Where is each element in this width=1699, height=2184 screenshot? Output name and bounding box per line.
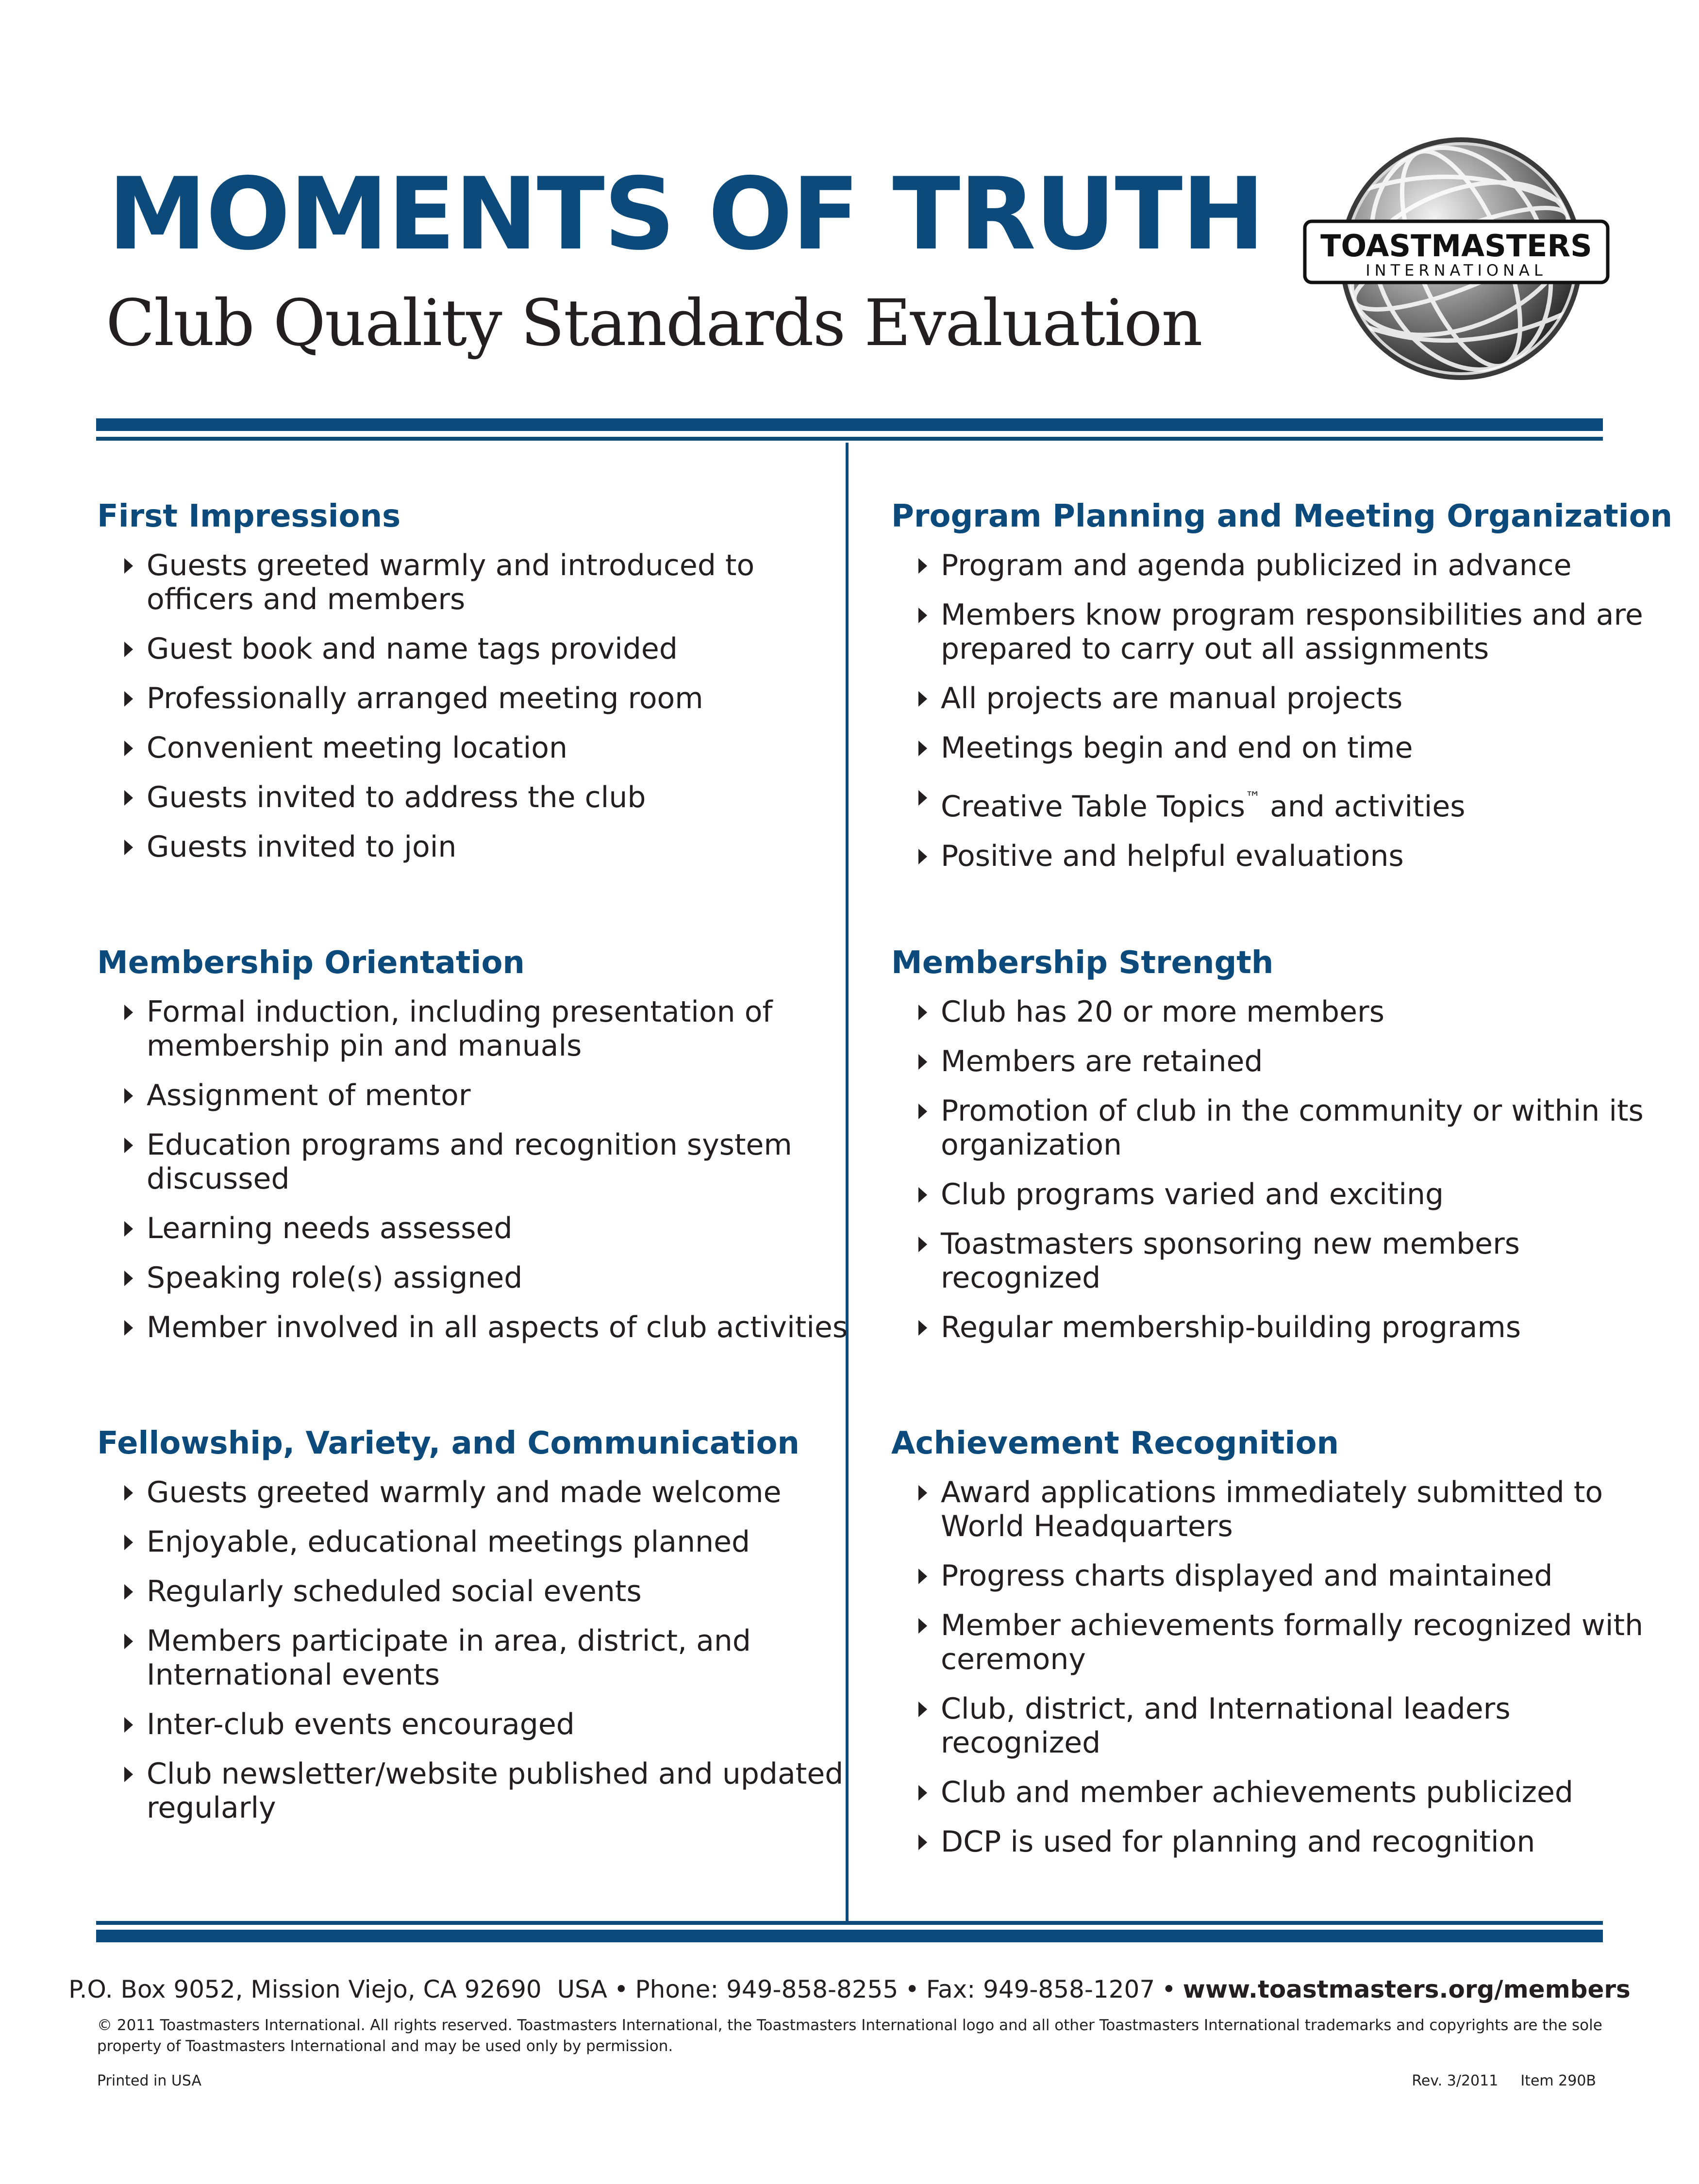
- list-item: [891, 1310, 1649, 1344]
- trademark-mark: ™: [1245, 788, 1261, 807]
- section-fellowship: [97, 1424, 854, 1840]
- caret-right-icon: [918, 1237, 927, 1252]
- caret-right-icon: [918, 1785, 927, 1801]
- caret-right-icon: [124, 741, 133, 756]
- copyright-notice: © 2011 Toastmasters International. All rights reserved. Toastmasters International, the Toastmasters International logo and all other Toastmasters International trademarks and copyrights are the sole property of Toastmasters International and may be used only by permission.: [97, 2017, 1602, 2055]
- list-item-text: Program and agenda publicized in advance: [941, 548, 1572, 582]
- caret-right-icon: [124, 1320, 133, 1336]
- list-item: [891, 1775, 1649, 1809]
- list-item: [891, 995, 1649, 1029]
- list-item: [97, 1078, 854, 1112]
- section-program-planning: [891, 497, 1673, 889]
- list-item: [891, 1475, 1649, 1543]
- list-item-text: Progress charts displayed and maintained: [941, 1559, 1553, 1593]
- item-list: [97, 1475, 854, 1825]
- caret-right-icon: [124, 1634, 133, 1649]
- list-item: [891, 1692, 1649, 1760]
- list-item: [891, 1177, 1649, 1211]
- list-item: [891, 1559, 1649, 1593]
- bottom-rule-thin: [96, 1921, 1603, 1925]
- list-item-text: Members are retained: [941, 1044, 1263, 1078]
- caret-right-icon: [918, 741, 927, 756]
- list-item: [891, 1825, 1649, 1859]
- list-item: [891, 1227, 1649, 1295]
- footer-separator: •: [905, 1975, 919, 2003]
- caret-right-icon: [918, 1054, 927, 1070]
- list-item-text: Guests invited to address the club: [147, 780, 646, 814]
- list-item-text: Members know program responsibilities and are prepared to carry out all assignments: [941, 598, 1643, 666]
- list-item-text: Meetings begin and end on time: [941, 731, 1413, 765]
- caret-right-icon: [918, 608, 927, 623]
- list-item: [97, 548, 854, 616]
- list-item-text: Club, district, and International leaders recognized: [941, 1692, 1511, 1760]
- caret-right-icon: [124, 840, 133, 855]
- caret-right-icon: [918, 1187, 927, 1203]
- section-achievement: [891, 1424, 1649, 1874]
- caret-right-icon: [918, 1485, 927, 1501]
- footer-address: P.O. Box 9052, Mission Viejo, CA 92690 USA: [68, 1975, 607, 2003]
- list-item: [97, 1624, 854, 1692]
- list-item: [97, 1261, 854, 1295]
- list-item: [97, 1310, 854, 1344]
- list-item: [97, 1574, 854, 1608]
- caret-right-icon: [918, 1835, 927, 1850]
- item-list: [97, 995, 854, 1344]
- caret-right-icon: [124, 1088, 133, 1104]
- list-item: [97, 830, 854, 864]
- caret-right-icon: [918, 1320, 927, 1336]
- caret-right-icon: [124, 1485, 133, 1501]
- revision-date: Rev. 3/2011: [1412, 2072, 1499, 2089]
- list-item-text: Club has 20 or more members: [941, 995, 1384, 1029]
- list-item-text: Club newsletter/website published and updated regularly: [147, 1757, 844, 1825]
- list-item: [97, 1475, 854, 1509]
- caret-right-icon: [124, 1221, 133, 1237]
- item-number: Item 290B: [1520, 2072, 1596, 2089]
- top-rule-thick: [96, 418, 1603, 431]
- list-item: [97, 1525, 854, 1559]
- list-item-text: Guests invited to join: [147, 830, 457, 864]
- list-item: [97, 780, 854, 814]
- caret-right-icon: [918, 691, 927, 707]
- caret-right-icon: [124, 1584, 133, 1600]
- list-item-text: Professionally arranged meeting room: [147, 681, 703, 715]
- list-item: [891, 1044, 1649, 1078]
- caret-right-icon: [124, 558, 133, 574]
- list-item-text: DCP is used for planning and recognition: [941, 1825, 1535, 1859]
- list-item-text: Award applications immediately submitted to World Headquarters: [941, 1475, 1603, 1543]
- list-item: [891, 839, 1649, 873]
- revision-info: [1412, 2072, 1596, 2089]
- list-item-text-suffix: and activities: [1261, 790, 1466, 824]
- footer-separator: •: [1162, 1975, 1176, 2003]
- list-item: [891, 681, 1649, 715]
- item-list: [891, 548, 1649, 873]
- list-item-text: Education programs and recognition system discussed: [147, 1128, 792, 1196]
- section-heading: Membership Strength: [891, 945, 1274, 981]
- list-item: [891, 780, 1649, 824]
- list-item-text: Regular membership-building programs: [941, 1310, 1521, 1344]
- list-item-text: All projects are manual projects: [941, 681, 1403, 715]
- footer-fax: Fax: 949-858-1207: [926, 1975, 1155, 2003]
- page-title: MOMENTS OF TRUTH: [108, 157, 1264, 272]
- footer-contact: [0, 1977, 1699, 2002]
- logo-wordmark: TOASTMASTERS: [1320, 228, 1592, 264]
- caret-right-icon: [918, 1618, 927, 1634]
- footer-website-link[interactable]: www.toastmasters.org/members: [1183, 1975, 1631, 2003]
- list-item: [97, 731, 854, 765]
- caret-right-icon: [124, 1717, 133, 1733]
- caret-right-icon: [918, 1569, 927, 1584]
- list-item-text: Formal induction, including presentation of membership pin and manuals: [147, 995, 773, 1063]
- list-item-text: Guest book and name tags provided: [147, 632, 678, 666]
- list-item-text: Positive and helpful evaluations: [941, 839, 1404, 873]
- list-item-text: Convenient meeting location: [147, 731, 568, 765]
- item-list: [891, 995, 1649, 1344]
- caret-right-icon: [124, 1005, 133, 1020]
- section-heading: Program Planning and Meeting Organization: [891, 498, 1673, 534]
- list-item: [97, 995, 854, 1063]
- list-item-text: Speaking role(s) assigned: [147, 1261, 523, 1295]
- list-item-text: Creative Table Topics: [941, 790, 1246, 824]
- list-item-text: Club programs varied and exciting: [941, 1177, 1444, 1211]
- list-item: [891, 548, 1649, 582]
- item-list: [97, 548, 854, 864]
- page-subtitle: Club Quality Standards Evaluation: [106, 286, 1202, 361]
- item-list: [891, 1475, 1649, 1859]
- logo-subtext: INTERNATIONAL: [1366, 261, 1547, 280]
- caret-right-icon: [124, 642, 133, 657]
- list-item-text: Members participate in area, district, and International events: [147, 1624, 751, 1692]
- bottom-rule-thick: [96, 1930, 1603, 1942]
- list-item: [97, 681, 854, 715]
- caret-right-icon: [124, 691, 133, 707]
- list-item-text: Promotion of club in the community or within its organization: [941, 1094, 1644, 1162]
- caret-right-icon: [918, 558, 927, 574]
- list-item-text: Guests greeted warmly and introduced to officers and members: [147, 548, 755, 616]
- caret-right-icon: [918, 790, 927, 806]
- list-item-text: Enjoyable, educational meetings planned: [147, 1525, 750, 1559]
- list-item-text: Toastmasters sponsoring new members recognized: [941, 1227, 1520, 1295]
- footer-phone: Phone: 949-858-8255: [635, 1975, 899, 2003]
- list-item: [97, 1211, 854, 1245]
- list-item-text: Assignment of mentor: [147, 1078, 471, 1112]
- section-membership-strength: [891, 943, 1649, 1360]
- toastmasters-logo: [1301, 135, 1612, 382]
- list-item: [891, 598, 1649, 666]
- footer-separator: •: [614, 1975, 629, 2003]
- caret-right-icon: [918, 849, 927, 864]
- list-item-text: Inter-club events encouraged: [147, 1707, 575, 1741]
- section-heading: First Impressions: [97, 498, 401, 534]
- list-item: [97, 1757, 854, 1825]
- list-item-text: Guests greeted warmly and made welcome: [147, 1475, 782, 1509]
- section-heading: Fellowship, Variety, and Communication: [97, 1425, 800, 1461]
- caret-right-icon: [124, 1535, 133, 1550]
- list-item-text: Member involved in all aspects of club activities: [147, 1310, 848, 1344]
- section-first-impressions: [97, 497, 854, 879]
- list-item: [891, 1094, 1649, 1162]
- list-item-text: Learning needs assessed: [147, 1211, 513, 1245]
- caret-right-icon: [124, 790, 133, 806]
- caret-right-icon: [124, 1138, 133, 1153]
- list-item-text: Club and member achievements publicized: [941, 1775, 1573, 1809]
- caret-right-icon: [918, 1005, 927, 1020]
- top-rule-thin: [96, 437, 1603, 441]
- list-item: [97, 1707, 854, 1741]
- caret-right-icon: [918, 1104, 927, 1119]
- list-item-text: Regularly scheduled social events: [147, 1574, 642, 1608]
- printed-in: Printed in USA: [97, 2072, 202, 2089]
- section-membership-orientation: [97, 943, 854, 1360]
- list-item: [891, 1608, 1649, 1676]
- caret-right-icon: [124, 1767, 133, 1782]
- caret-right-icon: [918, 1702, 927, 1717]
- section-heading: Achievement Recognition: [891, 1425, 1339, 1461]
- section-heading: Membership Orientation: [97, 945, 525, 981]
- caret-right-icon: [124, 1271, 133, 1286]
- list-item: [97, 632, 854, 666]
- list-item: [891, 731, 1649, 765]
- list-item-text: Member achievements formally recognized with ceremony: [941, 1608, 1644, 1676]
- list-item: [97, 1128, 854, 1196]
